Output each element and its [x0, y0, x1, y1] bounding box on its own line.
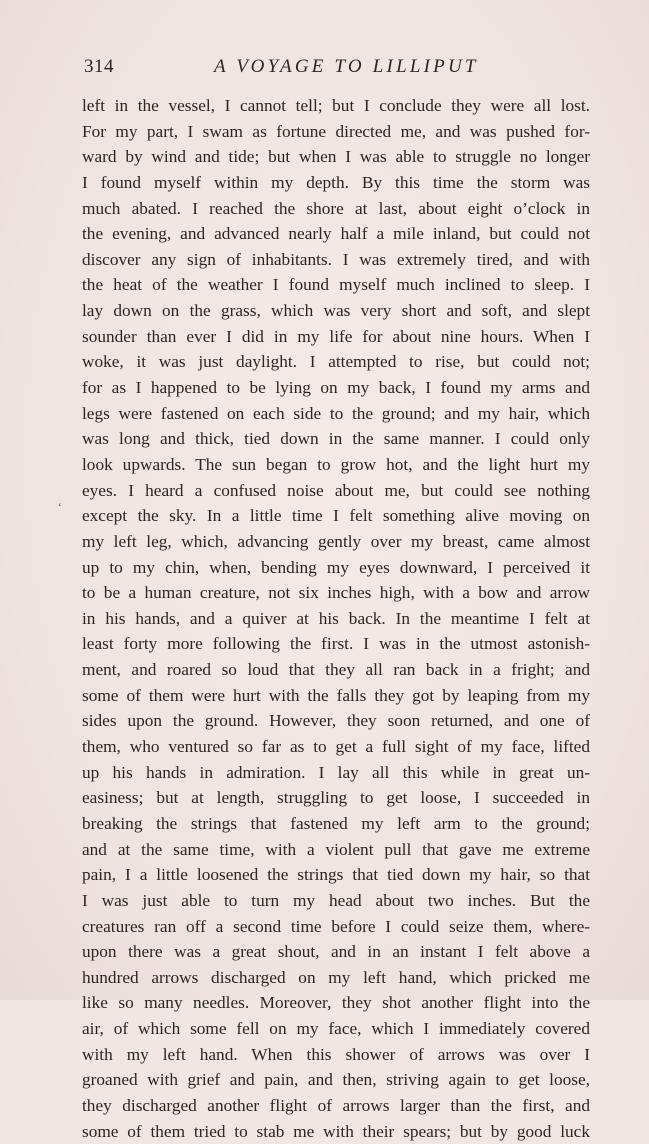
text-line: up to my chin, when, bending my eyes downward, I perceived it — [82, 557, 590, 577]
text-line: look upwards. The sun began to grow hot, and the light hurt my — [82, 454, 590, 474]
text-line: pain, I a little loosened the strings that tied down my hair, so that — [82, 865, 590, 885]
text-line: sounder than ever I did in my life for about nine hours. When I — [82, 326, 590, 346]
text-line: lay down on the grass, which was very short and soft, and slept — [82, 301, 590, 321]
text-line: some of them were hurt with the falls they got by leaping from my — [82, 685, 590, 705]
text-line: I found myself within my depth. By this time the storm was — [82, 172, 590, 192]
text-line: easiness; but at length, struggling to get loose, I succeeded in — [82, 788, 590, 808]
text-line: I was just able to turn my head about two inches. But the — [82, 890, 590, 910]
text-line: legs were fastened on each side to the ground; and my hair, which — [82, 403, 590, 423]
text-line: eyes. I heard a confused noise about me, but could see nothing — [82, 480, 590, 500]
page-number: 314 — [84, 56, 114, 77]
text-line: up his hands in admiration. I lay all this while in great un- — [82, 762, 590, 782]
text-line: to be a human creature, not six inches high, with a bow and arrow — [82, 583, 590, 603]
text-line: they discharged another flight of arrows larger than the first, and — [82, 1095, 590, 1115]
text-line: sides upon the ground. However, they soon returned, and one of — [82, 711, 590, 731]
text-line: for as I happened to be lying on my back, I found my arms and — [82, 378, 590, 398]
text-line: groaned with grief and pain, and then, striving again to get loose, — [82, 1070, 590, 1090]
text-line: and at the same time, with a violent pull that gave me extreme — [82, 839, 590, 859]
text-line: the heat of the weather I found myself much inclined to sleep. I — [82, 275, 590, 295]
text-line: creatures ran off a second time before I could seize them, where- — [82, 916, 590, 936]
text-line: some of them tried to stab me with their spears; but by good luck — [82, 1121, 590, 1141]
text-line: in his hands, and a quiver at his back. In the meantime I felt at — [82, 608, 590, 628]
text-line: ward by wind and tide; but when I was able to struggle no longer — [82, 147, 590, 167]
text-line: except the sky. In a little time I felt something alive moving on — [82, 506, 590, 526]
text-line: woke, it was just daylight. I attempted to rise, but could not; — [82, 352, 590, 372]
text-line: them, who ventured so far as to get a full sight of my face, lifted — [82, 737, 590, 757]
text-line: like so many needles. Moreover, they shot another flight into the — [82, 993, 590, 1013]
text-line: air, of which some fell on my face, which I immediately covered — [82, 1019, 590, 1039]
page-header — [84, 56, 590, 82]
text-line: much abated. I reached the shore at last, about eight o’clock in — [82, 198, 590, 218]
text-line: ment, and roared so loud that they all ran back in a fright; and — [82, 660, 590, 680]
text-line: hundred arrows discharged on my left hand, which pricked me — [82, 967, 590, 987]
text-line: the evening, and advanced nearly half a mile inland, but could not — [82, 224, 590, 244]
text-line: left in the vessel, I cannot tell; but I conclude they were all lost. — [82, 96, 590, 115]
margin-mark: ‘ — [58, 500, 62, 514]
running-title: A VOYAGE TO LILLIPUT — [214, 56, 479, 77]
text-line: least forty more following the first. I was in the utmost astonish- — [82, 634, 590, 654]
body-text — [82, 93, 590, 1144]
text-line: breaking the strings that fastened my left arm to the ground; — [82, 813, 590, 833]
text-line: discover any sign of inhabitants. I was extremely tired, and with — [82, 249, 590, 269]
text-line: upon there was a great shout, and in an instant I felt above a — [82, 942, 590, 962]
text-line: was long and thick, tied down in the same manner. I could only — [82, 429, 590, 449]
text-line: with my left hand. When this shower of arrows was over I — [82, 1044, 590, 1064]
text-line: my left leg, which, advancing gently over my breast, came almost — [82, 531, 590, 551]
text-line: For my part, I swam as fortune directed me, and was pushed for- — [82, 121, 590, 141]
